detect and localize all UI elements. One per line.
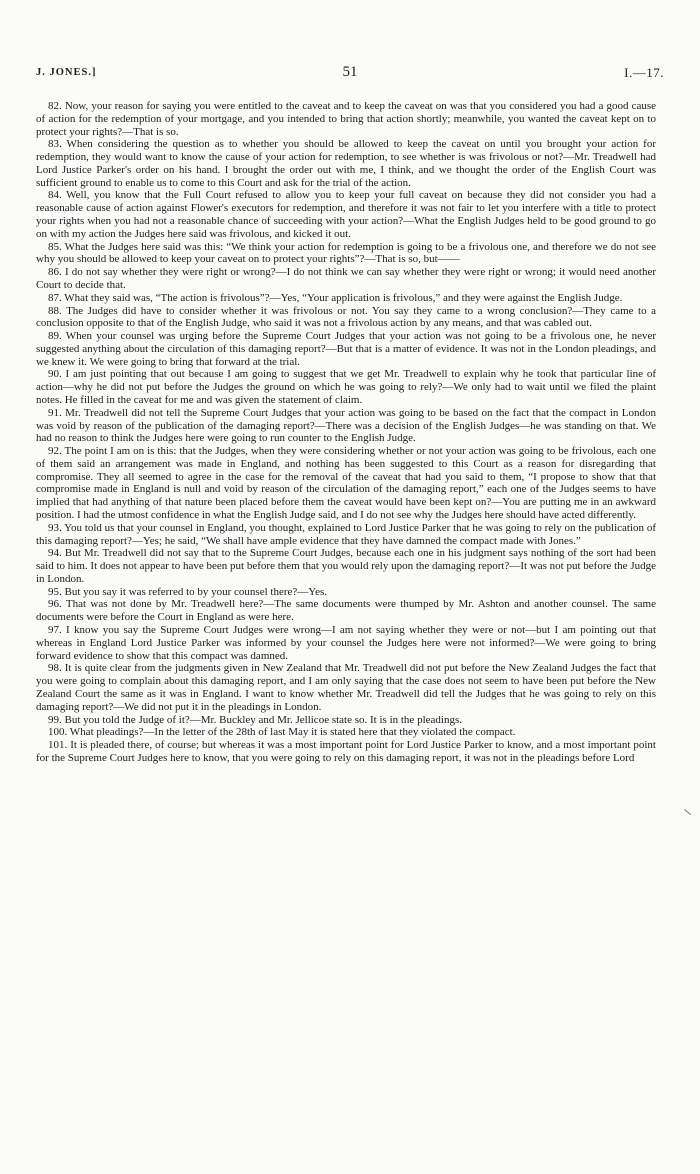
header-witness-name: J. JONES.] xyxy=(36,67,97,78)
paragraph-84: 84. Well, you know that the Full Court refused to allow you to keep your full caveat on because they did not consider you had a reasonable cause of action against Flower's executors for redemption, and therefore it was not fair to let you interfere with a title to protect your rights when you had not a reasonable chance of succeeding with your action?—What the English Judges held to be good ground to go on with my action the Judges here said was frivolous, and kicked it out. xyxy=(36,189,656,240)
testimony-body xyxy=(36,100,656,765)
paragraph-92: 92. The point I am on is this: that the Judges, when they were considering whether or not your action was going to be frivolous, each one of them said an arrangement was made in England, and nothing has been suggested to this Court as a reason for disregarding that compromise. They all seemed to agree in the case for the removal of the caveat that had you said to them, “I propose to show that that compromise made in England is null and void by reason of the circulation of the damaging report,” each one of the Judges seems to have implied that had anything of that nature been placed before them the caveat would have been kept on?—You are putting me in an awkward position. I had the utmost confidence in what the English Judge said, and I do not see why the Judges here should have acted differently. xyxy=(36,445,656,521)
paragraph-87: 87. What they said was, “The action is frivolous”?—Yes, “Your application is frivolous,” and they were against the English Judge. xyxy=(48,291,623,304)
paragraph-96: 96. That was not done by Mr. Treadwell here?—The same documents were thumped by Mr. Ashton and another counsel. The same documents were before the Court in England as were here. xyxy=(36,598,656,624)
paragraph-98: 98. It is quite clear from the judgments given in New Zealand that Mr. Treadwell did not put before the New Zealand Judges the fact that you were going to complain about this damaging report, and I am only saying that the case does not seem to have been put before the New Zealand Court the same as it was in England. I want to know whether Mr. Treadwell did tell the Judges that he was going to rely on this damaging report?—We did not put it in the pleadings in London. xyxy=(36,662,656,713)
paragraph-99: 99. But you told the Judge of it?—Mr. Buckley and Mr. Jellicoe state so. It is in the pleadings. xyxy=(48,713,462,726)
paragraph-86: 86. I do not say whether they were right or wrong?—I do not think we can say whether they were right or wrong; it would need another Court to decide that. xyxy=(36,266,656,291)
paragraph-90: 90. I am just pointing that out because I am going to suggest that we get Mr. Treadwell to explain why he took that particular line of action—why he did not put before the Judges the ground on which he was going to rely?—We only had to wait until we filed the plaint notes. He filled in the caveat for me and was given the statement of claim. xyxy=(36,368,656,406)
paragraph-97: 97. I know you say the Supreme Court Judges were wrong—I am not saying whether they were or not—but I am pointing out that whereas in England Lord Justice Parker was informed by your counsel the Judges here were not informed?—We were going to bring forward evidence to show that this compact was damned. xyxy=(36,624,656,662)
paragraph-93: 93. You told us that your counsel in England, you thought, explained to Lord Justice Parker that he was going to rely on the publication of this damaging report?—Yes; he said, “We shall have ample evidence that they have damned the compact made with Jones.” xyxy=(36,521,656,547)
paragraph-89: 89. When your counsel was urging before the Supreme Court Judges that your action was not going to be a frivolous one, he never suggested anything about the circulation of this damaging report?—But that is a matter of evidence. It was not in the London pleadings, and we knew it. We were going to bring that forward at the trial. xyxy=(36,330,656,368)
paragraph-91: 91. Mr. Treadwell did not tell the Supreme Court Judges that your action was going to be based on the fact that the compact in London was void by reason of the publication of the damaging report?—There was a decision of the English Judges—he was standing on that. We had no reason to think the Judges here were going to run counter to the English Judge. xyxy=(36,406,656,445)
paragraph-94: 94. But Mr. Treadwell did not say that to the Supreme Court Judges, because each one in his judgment says nothing of the sort had been said to him. It does not appear to have been put before them that you would rely upon the damaging report?—It was not put before the Judge in London. xyxy=(36,547,656,585)
paragraph-88: 88. The Judges did have to consider whether it was frivolous or not. You say they came to a wrong conclusion?—They came to a conclusion opposite to that of the English Judge, who said it was not a frivolous action by any means, and that was cabled out. xyxy=(36,304,656,330)
paragraph-100: 100. What pleadings?—In the letter of the 28th of last May it is stated here that they violated the compact. xyxy=(48,726,516,739)
header-document-reference: I.—17. xyxy=(624,65,664,80)
paragraph-85: 85. What the Judges here said was this: “We think your action for redemption is going to be a frivolous one, and therefore we do not see why you should be allowed to keep your caveat on to protect your rights”?—That is so, but—— xyxy=(36,240,656,266)
paragraph-101: 101. It is pleaded there, of course; but whereas it was a most important point for Lord Justice Parker to know, and a most important point for the Supreme Court Judges here to know, that you were going to rely on this damaging report, it was not in the pleadings before Lord xyxy=(36,739,656,764)
margin-pen-mark xyxy=(684,809,691,815)
page-header xyxy=(36,64,664,82)
page-number: 51 xyxy=(342,64,358,80)
paragraph-83: 83. When considering the question as to whether you should be allowed to keep the caveat on until you brought your action for redemption, they would want to know the cause of your action for redemption, to see whether is was frivolous or not?—Mr. Treadwell had Lord Justice Parker's order on his hand. I brought the order out with me, I think, and we thought the order of the English Court was sufficient ground to enable us to come to this Court and ask for the trial of the action. xyxy=(36,138,656,189)
paragraph-95: 95. But you say it was referred to by your counsel there?—Yes. xyxy=(48,585,328,598)
paragraph-82: 82. Now, your reason for saying you were entitled to the caveat and to keep the caveat on was that you considered you had a good cause of action for the redemption of your mortgage, and you intended to bring that action shortly; meanwhile, you wanted the caveat kept on to protect your rights?—That is so. xyxy=(36,100,656,138)
